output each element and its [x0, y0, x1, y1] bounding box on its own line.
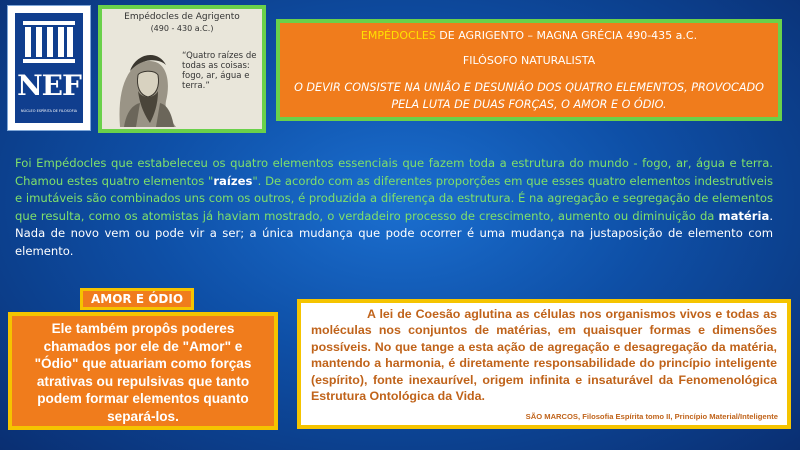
empedocles-portrait-icon	[110, 41, 180, 129]
amor-odio-label: AMOR E ÓDIO	[80, 288, 194, 310]
amor-odio-text: Ele também propôs poderes chamados por ele de "Amor" e "Ódio" que atuariam como forças atrativas ou repulsivas que tanto podem formar elementos quanto separá-los.	[34, 321, 252, 424]
portrait-quote: “Quatro raízes de todas as coisas: fogo, ar, água e terra.”	[182, 51, 257, 91]
paragraph-term-raizes: raízes	[213, 173, 253, 188]
paragraph-part-1: Foi Empédocles que estabeleceu os quatro elementos essenciais que fazem toda a estrutura do mundo - fogo, ar, água e terra. Chamou estes quatro elementos "	[15, 156, 773, 188]
header-title	[280, 29, 778, 42]
logo-text: NEF	[17, 69, 81, 102]
paragraph-term-materia: matéria	[718, 208, 770, 223]
portrait-card	[98, 5, 266, 133]
paragraph-part-3: . Nada de novo vem ou pode vir a ser; a única mudança que pode ocorrer é uma mudança na justaposição de elemento com elemento.	[15, 208, 773, 258]
coesao-text: A lei de Coesão aglutina as células nos organismos vivos e todas as moléculas nos conjuntos de matérias, em quaisquer formas e dimensões possíveis. No que tange a esta ação de agregação e desagregação da matéria, mantendo a harmonia, é diretamente responsabilidade do princípio inteligente (espírito), fonte inexaurível, origem infinita e insaturável da Fenomenológica Estrutura Ontológica da Vida.	[311, 307, 777, 404]
logo-panel	[15, 13, 83, 123]
amor-odio-box	[8, 312, 278, 430]
portrait-title: Empédocles de Agrigento	[124, 12, 240, 22]
header-box	[276, 19, 782, 121]
header-subtitle: FILÓSOFO NATURALISTA	[462, 54, 596, 67]
nef-logo	[8, 6, 90, 130]
portrait-dates: (490 - 430 a.C.)	[150, 24, 214, 33]
header-title-rest: DE AGRIGENTO – MAGNA GRÉCIA 490-435 a.C.	[435, 29, 698, 42]
coesao-box	[297, 299, 791, 429]
logo-subtitle: NÚCLEO ESPÍRITA DE FILOSOFIA	[20, 109, 78, 113]
header-thesis: O DEVIR CONSISTE NA UNIÃO E DESUNIÃO DOS QUATRO ELEMENTOS, PROVOCADO PELA LUTA DE DUAS FORÇAS, O AMOR E O ÓDIO.	[294, 81, 764, 111]
coesao-citation: SÃO MARCOS, Filosofia Espírita tomo II, Princípio Material/Inteligente	[525, 412, 778, 421]
temple-columns-icon	[15, 13, 83, 123]
paragraph-part-2: ". De acordo com as diferentes proporções em que esses quatro elementos indestrutíveis e imutáveis são combinados uns com os outros, é produzida a diferença da estrutura. É na agregação e segregação de elementos que resulta, como os atomistas já haviam mostrado, o verdadeiro processo de crescimento, aumento ou diminuição da	[15, 173, 774, 223]
main-paragraph	[15, 155, 773, 261]
philosopher-name: EMPÉDOCLES	[360, 29, 436, 42]
